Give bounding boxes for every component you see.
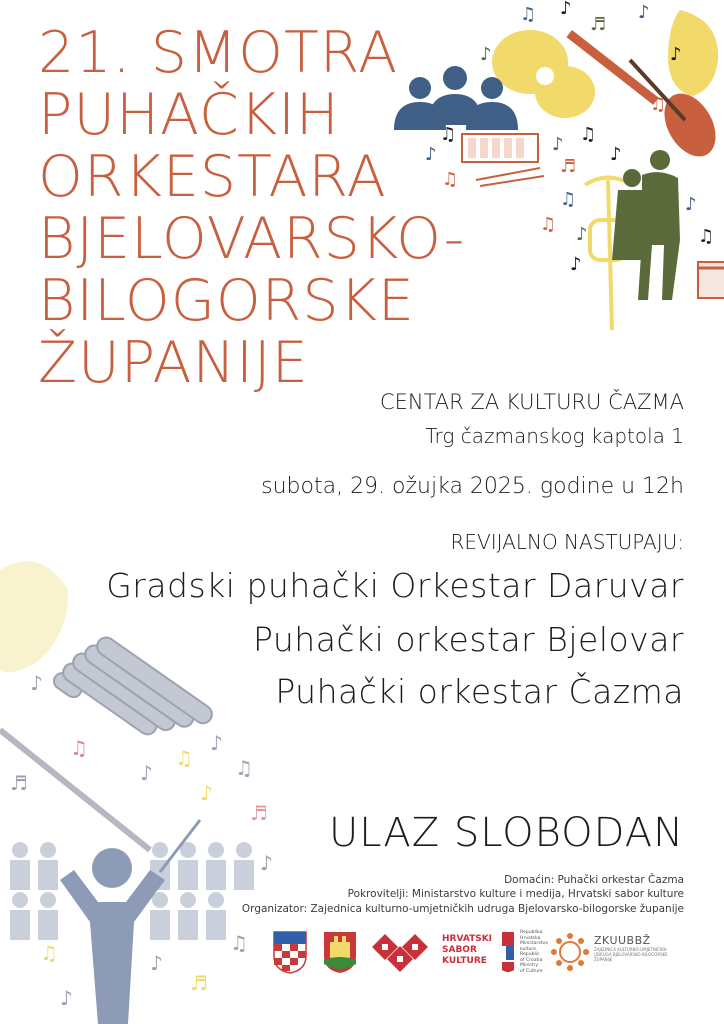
svg-text:♫: ♫ bbox=[650, 94, 667, 115]
svg-text:♪: ♪ bbox=[425, 144, 437, 165]
svg-text:♪: ♪ bbox=[140, 761, 153, 785]
svg-text:♫: ♫ bbox=[40, 941, 58, 965]
venue-address: Trg čazmanskog kaptola 1 bbox=[425, 424, 684, 448]
ministry-logo-line: Republika bbox=[520, 930, 543, 935]
hsk-logo-line: HRVATSKI bbox=[442, 934, 493, 944]
credit-organizer: Organizator: Zajednica kulturno-umjetničkih udruga Bjelovarsko-bilogorske županije bbox=[241, 903, 684, 915]
svg-text:♫: ♫ bbox=[70, 736, 88, 760]
svg-text:♬: ♬ bbox=[590, 14, 607, 35]
folk-pattern-logo-icon bbox=[370, 932, 430, 974]
credit-host: Domaćin: Puhački orkestar Čazma bbox=[504, 874, 684, 886]
title-line: BJELOVARSKO- bbox=[38, 206, 466, 272]
zkuu-logo-title: ZKUUBBŽ bbox=[594, 934, 651, 947]
svg-text:♪: ♪ bbox=[200, 781, 213, 805]
zkuu-ring-logo-icon bbox=[550, 932, 590, 972]
zkuu-logo-subtitle: ŽUPANIJE bbox=[594, 957, 613, 962]
zkuu-logo bbox=[594, 934, 688, 962]
ministry-emblem-icon bbox=[500, 930, 516, 976]
xylophone-icon bbox=[462, 134, 544, 186]
ministry-logo-line: Republic bbox=[520, 952, 540, 957]
svg-text:♪: ♪ bbox=[570, 254, 582, 275]
svg-text:♫: ♫ bbox=[440, 124, 457, 145]
svg-text:♫: ♫ bbox=[235, 756, 253, 780]
svg-text:♫: ♫ bbox=[580, 124, 597, 145]
svg-text:♫: ♫ bbox=[698, 226, 715, 247]
svg-text:♬: ♬ bbox=[10, 771, 28, 795]
ministry-logo-line: of Croatia bbox=[520, 957, 543, 963]
sponsor-logos bbox=[268, 928, 688, 978]
ministry-logo-line: Ministry bbox=[520, 963, 539, 968]
city-coat-of-arms-icon bbox=[322, 930, 358, 974]
credit-sponsors: Pokrovitelji: Ministarstvo kulture i medija, Hrvatski sabor kulture bbox=[347, 888, 684, 900]
ministry-logo-line: of Culture bbox=[520, 968, 543, 974]
theatre-mask-icon bbox=[0, 561, 68, 672]
performers-heading: REVIJALNO NASTUPAJU: bbox=[450, 530, 684, 554]
svg-text:♪: ♪ bbox=[685, 194, 697, 215]
pan-flute-icon bbox=[51, 634, 216, 738]
page-title bbox=[38, 22, 465, 394]
drum-icon bbox=[698, 262, 724, 298]
title-line: 21. SMOTRA bbox=[38, 20, 399, 86]
svg-text:♪: ♪ bbox=[610, 144, 622, 165]
guitar-icon bbox=[492, 30, 659, 118]
svg-text:♬: ♬ bbox=[560, 156, 577, 177]
svg-text:♪: ♪ bbox=[60, 986, 73, 1010]
svg-text:♫: ♫ bbox=[230, 931, 248, 955]
ministry-logo-line: Hrvatska bbox=[520, 935, 541, 941]
hsk-logo-line: KULTURE bbox=[442, 956, 487, 966]
county-coat-of-arms-icon bbox=[272, 930, 308, 974]
svg-text:♫: ♫ bbox=[540, 214, 557, 235]
free-entry-notice: ULAZ SLOBODAN bbox=[328, 810, 684, 856]
venue-name: CENTAR ZA KULTURU ČAZMA bbox=[379, 390, 684, 414]
event-date: subota, 29. ožujka 2025. godine u 12h bbox=[261, 474, 684, 499]
performer-item: Puhački orkestar Čazma bbox=[275, 672, 684, 711]
svg-text:♪: ♪ bbox=[30, 671, 43, 695]
svg-text:♪: ♪ bbox=[150, 951, 163, 975]
svg-text:♪: ♪ bbox=[210, 731, 223, 755]
title-line: PUHAČKIH bbox=[38, 82, 340, 148]
svg-text:♪: ♪ bbox=[670, 44, 682, 65]
title-line: ŽUPANIJE bbox=[38, 330, 309, 396]
ministry-logo-line: kulture bbox=[520, 946, 537, 952]
svg-text:♫: ♫ bbox=[175, 746, 193, 770]
svg-text:♫: ♫ bbox=[560, 189, 577, 210]
hsk-logo bbox=[442, 934, 492, 967]
folk-dancers-icon bbox=[612, 150, 680, 300]
svg-text:♪: ♪ bbox=[560, 0, 572, 19]
title-line: ORKESTARA bbox=[38, 144, 387, 210]
bottom-left-music-illustration bbox=[0, 550, 290, 1024]
zkuu-logo-subtitle: UDRUGA BJELOVARSKO-BILOGORSKE bbox=[594, 952, 668, 957]
performer-item: Gradski puhački Orkestar Daruvar bbox=[106, 566, 684, 605]
performer-item: Puhački orkestar Bjelovar bbox=[253, 620, 684, 659]
svg-text:♬: ♬ bbox=[190, 971, 208, 995]
svg-text:♪: ♪ bbox=[260, 851, 273, 875]
svg-text:♪: ♪ bbox=[638, 2, 650, 23]
zkuu-logo-subtitle: ZAJEDNICA KULTURNO-UMJETNIČKIH bbox=[594, 947, 667, 952]
svg-text:♪: ♪ bbox=[480, 44, 492, 65]
svg-text:♪: ♪ bbox=[576, 224, 588, 245]
title-line: BILOGORSKE bbox=[38, 268, 415, 334]
ministry-logo-line: Ministarstvo bbox=[520, 941, 549, 946]
svg-text:♫: ♫ bbox=[442, 169, 459, 190]
svg-text:♫: ♫ bbox=[520, 4, 537, 25]
hsk-logo-line: SABOR bbox=[442, 945, 477, 955]
svg-text:♬: ♬ bbox=[250, 801, 268, 825]
svg-text:♪: ♪ bbox=[552, 134, 564, 155]
